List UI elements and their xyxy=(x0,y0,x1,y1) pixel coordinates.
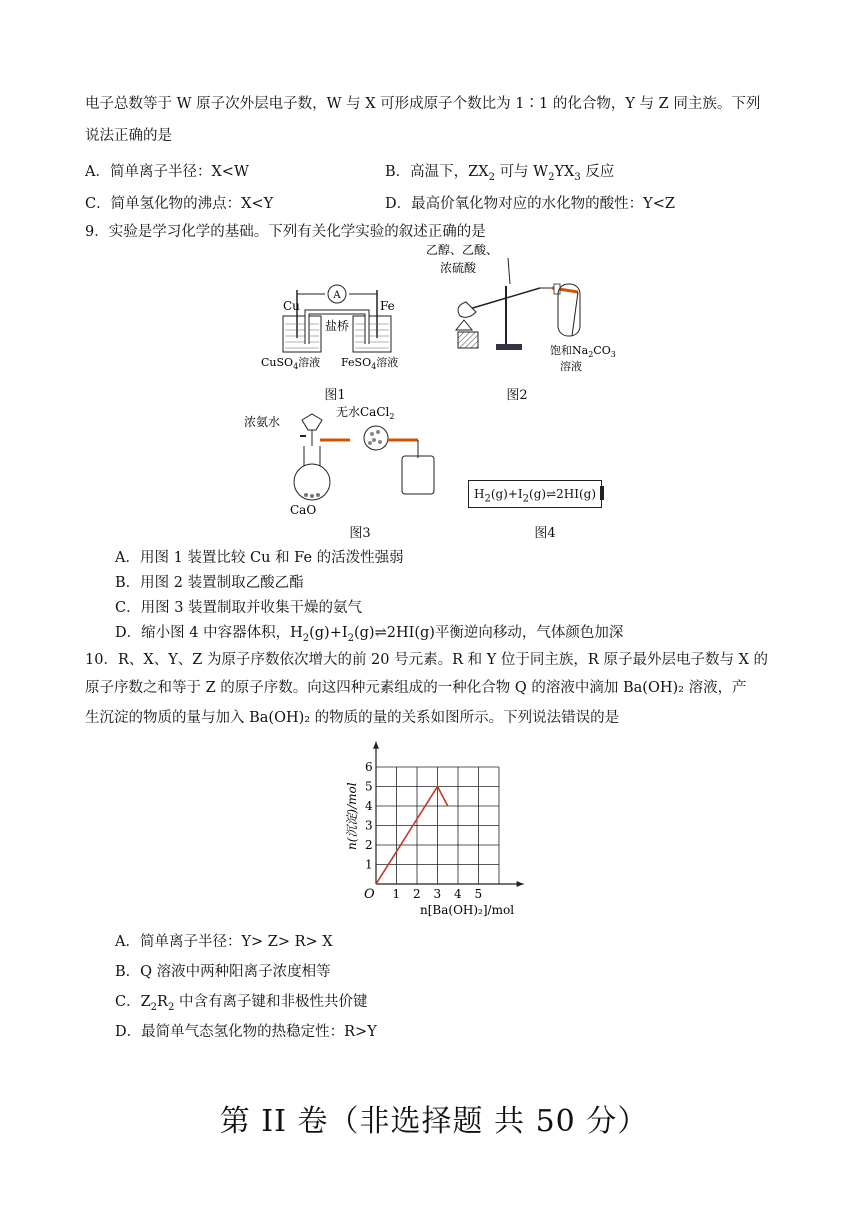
salt-bridge-label: 盐桥 xyxy=(324,319,350,333)
x-tick-label: 5 xyxy=(474,887,483,901)
anhydrous-cacl2-label: 无水CaCl$_2$ xyxy=(336,405,395,421)
y-tick-label: 4 xyxy=(365,799,373,813)
q9-option-d: D．缩小图 4 中容器体积，$H_2(g)+I_2(g)\rightleftharpoons 2HI(g)$平衡逆向移动，气体颜色加深 xyxy=(115,625,624,644)
q10-stem-line2: 原子序数之和等于 Z 的原子序数。向这四种元素组成的一种化合物 Q 的溶液中滴加 Ba(OH)₂ 溶液，产 xyxy=(85,680,747,696)
chart-grid xyxy=(376,767,499,884)
y-tick-label: 6 xyxy=(365,760,373,774)
chart-y-axis-label: n(沉淀)/mol xyxy=(345,782,359,850)
figure-2-caption: 图2 xyxy=(506,388,528,403)
x-tick-label: 4 xyxy=(454,887,462,901)
cu-electrode-label: Cu xyxy=(283,299,300,313)
q8-stem-line1: 电子总数等于 W 原子次外层电子数，W 与 X 可形成原子个数比为 1∶1 的化合物，Y 与 Z 同主族。下列 xyxy=(85,96,761,112)
piston-handle xyxy=(600,486,614,500)
feso4-label: FeSO$_4$溶液 xyxy=(341,356,399,371)
figure-4-container: $H_2(g)+I_2(g)\rightleftharpoons 2HI(g)$ xyxy=(468,480,602,508)
conc-ammonia-label: 浓氨水 xyxy=(244,415,281,429)
figure-4-caption: 图4 xyxy=(534,526,556,541)
q9-option-c: C．用图 3 装置制取并收集干燥的氨气 xyxy=(115,600,363,616)
y-tick-label: 3 xyxy=(365,818,373,833)
precipitate-chart xyxy=(340,730,540,920)
figure-3-caption: 图3 xyxy=(349,526,371,541)
x-tick-label: 1 xyxy=(392,887,401,901)
q10-option-c: C．$Z_2R_2$ 中含有离子键和非极性共价键 xyxy=(115,994,368,1013)
fe-electrode-label: Fe xyxy=(380,299,395,313)
q10-stem-line1: 10．R、X、Y、Z 为原子序数依次增大的前 20 号元素。R 和 Y 位于同主族，R 原子最外层电子数与 X 的 xyxy=(85,652,768,668)
q10-option-a: A．简单离子半径：Y> Z> R> X xyxy=(115,934,333,950)
q10-option-b: B．Q 溶液中两种阳离子浓度相等 xyxy=(115,964,331,980)
figure-2-ester-apparatus xyxy=(420,240,620,380)
x-tick-label: 2 xyxy=(413,887,421,901)
q9-option-a: A．用图 1 装置比较 Cu 和 Fe 的活泼性强弱 xyxy=(115,550,404,566)
q8-option-b: B．高温下，$ZX_2$ 可与 $W_2YX_3$ 反应 xyxy=(385,164,615,183)
q8-option-a: A．简单离子半径：X<W xyxy=(85,164,249,180)
chart-series-line xyxy=(376,787,448,885)
solution-label: 溶液 xyxy=(560,360,582,373)
q10-stem-line3: 生沉淀的物质的量与加入 Ba(OH)₂ 的物质的量的关系如图所示。下列说法错误的是 xyxy=(85,710,620,726)
y-tick-label: 1 xyxy=(365,857,373,872)
q8-stem-line2: 说法正确的是 xyxy=(85,128,172,144)
cao-label: CaO xyxy=(290,503,317,517)
reagent-label-2: 浓硫酸 xyxy=(440,261,477,275)
x-tick-label: 3 xyxy=(433,887,442,901)
figure-1-galvanic-cell xyxy=(255,282,420,377)
reagent-label-1: 乙醇、乙酸、 xyxy=(426,243,499,257)
x-axis-arrow xyxy=(517,881,524,887)
cuso4-label: CuSO$_4$溶液 xyxy=(261,356,321,371)
chart-origin-label: O xyxy=(364,887,375,902)
section-heading: 第 II 卷（非选择题 共 50 分） xyxy=(219,1104,649,1139)
q8-option-c: C．简单氢化物的沸点：X<Y xyxy=(85,196,274,212)
figure-3-ammonia-apparatus xyxy=(240,402,440,520)
y-axis-arrow xyxy=(373,742,379,749)
chart-x-axis-label: n[Ba(OH)₂]/mol xyxy=(420,903,515,917)
q9-option-b: B．用图 2 装置制取乙酸乙酯 xyxy=(115,575,304,591)
y-tick-label: 2 xyxy=(365,838,373,852)
chart-axes xyxy=(373,742,524,887)
y-tick-label: 5 xyxy=(365,779,373,794)
q10-option-d: D．最简单气态氢化物的热稳定性：R>Y xyxy=(115,1024,377,1040)
q9-stem: 9．实验是学习化学的基础。下列有关化学实验的叙述正确的是 xyxy=(85,224,486,240)
figure-1-caption: 图1 xyxy=(324,388,346,403)
q8-option-d: D．最高价氧化物对应的水化物的酸性：Y<Z xyxy=(385,196,675,212)
saturated-na2co3-label: 饱和$Na_2CO_3$ xyxy=(550,344,616,359)
ammeter-label: A xyxy=(333,290,341,301)
